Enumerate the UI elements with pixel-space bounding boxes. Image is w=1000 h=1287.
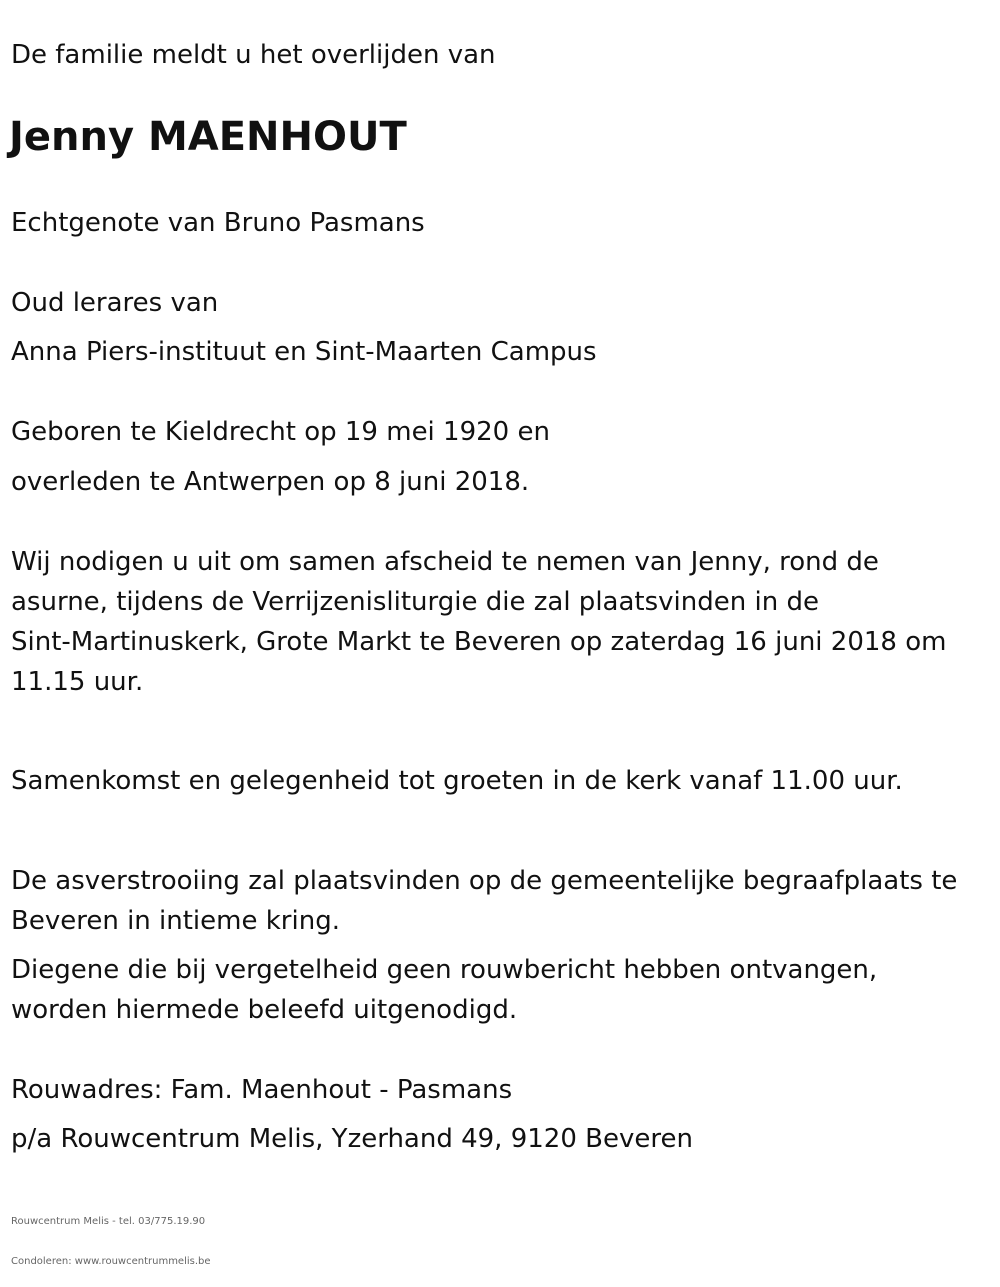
footer-contact: Rouwcentrum Melis - tel. 03/775.19.90 — [11, 1216, 206, 1227]
address-line: p/a Rouwcentrum Melis, Yzerhand 49, 9120 Beveren — [11, 1124, 693, 1154]
invitation-line: worden hiermede beleefd uitgenodigd. — [11, 995, 518, 1025]
ceremony-line: 11.15 uur. — [11, 667, 144, 697]
death-text: overleden te Antwerpen op 8 juni 2018. — [11, 467, 530, 497]
deceased-name: Jenny MAENHOUT — [9, 114, 407, 160]
invitation-line: Diegene die bij vergetelheid geen rouwbericht hebben ontvangen, — [11, 955, 878, 985]
scattering-line: De asverstrooiing zal plaatsvinden op de gemeentelijke begraafplaats te — [11, 866, 958, 896]
invitation-paragraph — [11, 950, 986, 1030]
ceremony-line: Sint-Martinuskerk, Grote Markt te Beveren op zaterdag 16 juni 2018 om — [11, 627, 947, 657]
ceremony-line: asurne, tijdens de Verrijzenisliturgie die zal plaatsvinden in de — [11, 587, 819, 617]
ceremony-line: Wij nodigen u uit om samen afscheid te nemen van Jenny, rond de — [11, 547, 879, 577]
occupation-line: Oud lerares van — [11, 288, 219, 318]
occupation-line: Anna Piers-instituut en Sint-Maarten Campus — [11, 337, 597, 367]
ceremony-paragraph — [11, 542, 986, 702]
footer-condolences-link[interactable]: Condoleren: www.rouwcentrummelis.be — [11, 1256, 211, 1267]
scattering-line: Beveren in intieme kring. — [11, 906, 340, 936]
intro-text: De familie meldt u het overlijden van — [11, 40, 496, 70]
spouse-text: Echtgenote van Bruno Pasmans — [11, 208, 425, 238]
gathering-text: Samenkomst en gelegenheid tot groeten in de kerk vanaf 11.00 uur. — [11, 766, 903, 796]
address-line: Rouwadres: Fam. Maenhout - Pasmans — [11, 1075, 513, 1105]
scattering-paragraph — [11, 861, 986, 941]
birth-text: Geboren te Kieldrecht op 19 mei 1920 en — [11, 417, 550, 447]
